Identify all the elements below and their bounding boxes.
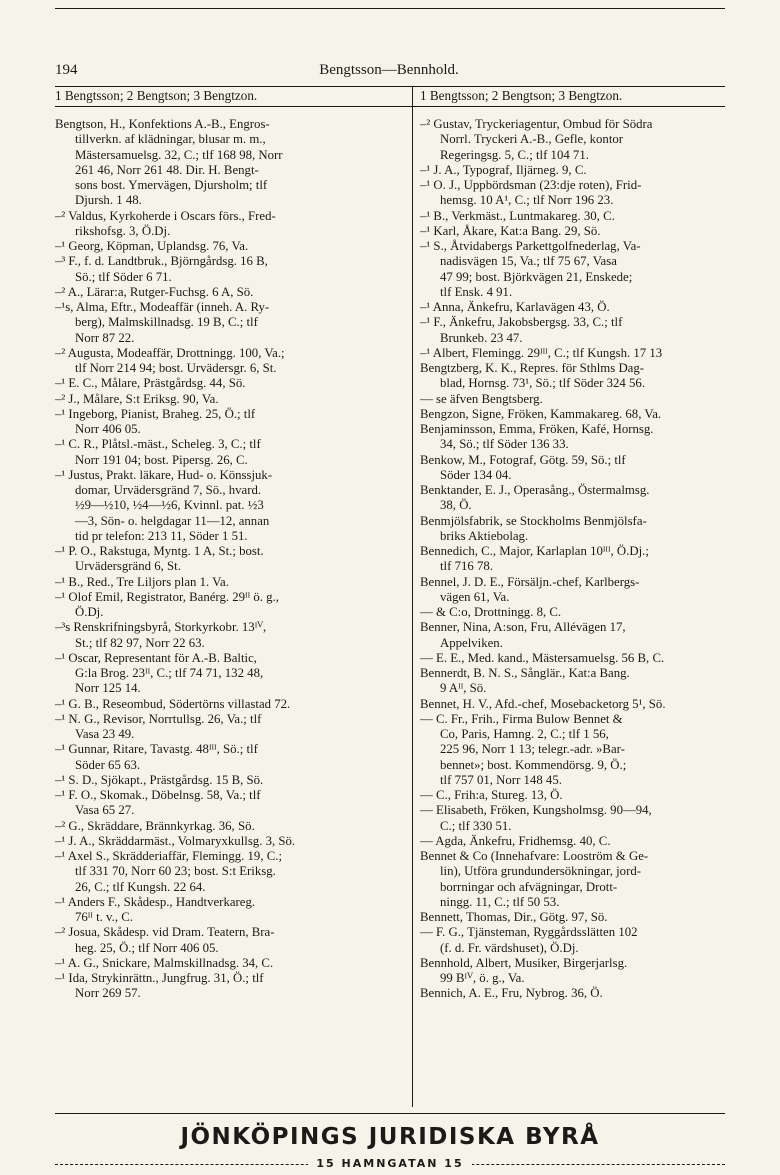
- right-column: [420, 117, 725, 1002]
- directory-line: tlf Norr 214 94; bost. Urvädersgr. 6, St.: [75, 361, 277, 375]
- advert-address: [55, 1157, 725, 1171]
- directory-line: Bennet & Co (Innehafvare: Looström & Ge-: [420, 849, 649, 863]
- directory-line: –¹ Gunnar, Ritare, Tavastg. 48ᴵᴵᴵ, Sö.; tlf: [55, 742, 258, 757]
- directory-line: –¹ Karl, Åkare, Kat:a Bang. 29, Sö.: [420, 223, 601, 238]
- directory-line: 76ᴵᴵ t. v., C.: [75, 910, 133, 924]
- directory-line: –¹ Georg, Köpman, Uplandsg. 76, Va.: [55, 239, 249, 253]
- directory-line: Benmjölsfabrik, se Stockholms Benmjölsfa-: [420, 513, 647, 528]
- directory-line: briks Aktiebolag.: [440, 528, 529, 543]
- directory-line: –² Valdus, Kyrkoherde i Oscars förs., Fred-: [55, 208, 276, 223]
- directory-line: Söder 134 04.: [440, 467, 512, 482]
- directory-line: Appelviken.: [440, 635, 503, 650]
- directory-line: –¹ Albert, Flemingg. 29ᴵᴵᴵ, C.; tlf Kungsh. 17 13: [420, 345, 663, 360]
- directory-line: –¹ S. D., Sjökapt., Prästgårdsg. 15 B, Sö.: [55, 772, 264, 787]
- advert-title: JÖNKÖPINGS JURIDISKA BYRÅ: [180, 1124, 600, 1150]
- directory-line: –¹ F., Änkefru, Jakobsbergsg. 33, C.; tlf: [420, 315, 623, 330]
- directory-line: –³s Renskrifningsbyrå, Storkyrkobr. 13ᴵⱽ,: [55, 620, 267, 635]
- directory-line: –¹ Axel S., Skrädderiaffär, Flemingg. 19, C.;: [55, 849, 283, 863]
- directory-line: tlf 331 70, Norr 60 23; bost. S:t Eriksg.: [75, 864, 276, 879]
- directory-line: –¹ C. R., Plåtsl.-mäst., Scheleg. 3, C.; tlf: [55, 437, 261, 452]
- directory-line: Brunkeb. 23 47.: [440, 330, 523, 345]
- advert-address-text: 15 HAMNGATAN 15: [308, 1157, 471, 1170]
- directory-line: — C. Fr., Frih., Firma Bulow Bennet &: [420, 711, 623, 726]
- directory-line: Bennich, A. E., Fru, Nybrog. 36, Ö.: [420, 986, 603, 1001]
- directory-line: rikshofsg. 3, Ö.Dj.: [75, 223, 171, 238]
- directory-line: 26, C.; tlf Kungsh. 22 64.: [75, 879, 206, 894]
- directory-line: Sö.; tlf Söder 6 71.: [75, 269, 172, 284]
- directory-line: Bengzon, Signe, Fröken, Kammakareg. 68, Va.: [420, 406, 662, 421]
- directory-line: 9 Aᴵᴵ, Sö.: [440, 681, 487, 696]
- directory-line: –¹ J. A., Typograf, Iljärneg. 9, C.: [420, 162, 587, 177]
- directory-line: — E. E., Med. kand., Mästersamuelsg. 56 B, C.: [420, 650, 665, 665]
- directory-line: –² A., Lärar:a, Rutger-Fuchsg. 6 A, Sö.: [55, 284, 254, 299]
- directory-line: Bennerdt, B. N. S., Sånglär., Kat:a Bang.: [420, 666, 630, 680]
- directory-line: tillverkn. af klädningar, blusar m. m.,: [75, 132, 266, 147]
- directory-line: Norr 87 22.: [75, 330, 135, 345]
- directory-line: 47 99; bost. Björkvägen 21, Enskede;: [440, 269, 633, 284]
- page-header: [55, 62, 723, 84]
- directory-line: –¹ Ida, Strykinrättn., Jungfrug. 31, Ö.; tlf: [55, 971, 264, 985]
- directory-line: Benjaminsson, Emma, Fröken, Kafé, Hornsg.: [420, 422, 654, 436]
- directory-line: Norr 269 57.: [75, 986, 141, 1001]
- directory-line: Vasa 23 49.: [75, 727, 135, 741]
- directory-line: hemsg. 10 A¹, C.; tlf Norr 196 23.: [440, 193, 614, 208]
- directory-line: bennet»; bost. Kommendörsg. 9, Ö.;: [440, 757, 627, 772]
- directory-line: Bengtzberg, K. K., Repres. för Sthlms Dag-: [420, 361, 645, 375]
- directory-line: Bennett, Thomas, Dir., Götg. 97, Sö.: [420, 910, 608, 924]
- running-title: Bengtsson—Bennhold.: [319, 62, 459, 78]
- directory-line: 225 96, Norr 1 13; telegr.-adr. »Bar-: [440, 742, 625, 757]
- directory-line: 38, Ö.: [440, 498, 472, 513]
- directory-line: Bennel, J. D. E., Försäljn.-chef, Karlbergs-: [420, 574, 640, 589]
- directory-line: Norr 125 14.: [75, 681, 141, 696]
- directory-line: Söder 65 63.: [75, 757, 141, 772]
- directory-line: –¹ B., Red., Tre Liljors plan 1. Va.: [55, 574, 229, 589]
- directory-line: borrningar och afvägningar, Drott-: [440, 879, 618, 894]
- directory-line: domar, Urvädersgränd 7, Sö., hvard.: [75, 483, 262, 497]
- directory-line: Norr 406 05.: [75, 422, 141, 436]
- directory-line: –¹ Olof Emil, Registrator, Banérg. 29ᴵᴵ ö. g.,: [55, 589, 279, 604]
- directory-line: 34, Sö.; tlf Söder 136 33.: [440, 437, 569, 452]
- directory-line: G:la Brog. 23ᴵᴵ, C.; tlf 74 71, 132 48,: [75, 666, 264, 680]
- directory-line: tlf 716 78.: [440, 559, 493, 574]
- directory-line: –² G., Skräddare, Brännkyrkag. 36, Sö.: [55, 818, 255, 833]
- directory-line: Bennedich, C., Major, Karlaplan 10ᴵᴵᴵ, Ö.Dj.;: [420, 544, 649, 558]
- directory-line: sons bost. Ymervägen, Djursholm; tlf: [75, 178, 268, 192]
- directory-line: Benner, Nina, A:son, Fru, Allévägen 17,: [420, 620, 626, 635]
- directory-line: –² Josua, Skådesp. vid Dram. Teatern, Bra-: [55, 925, 275, 940]
- directory-line: berg), Malmskillnadsg. 19 B, C.; tlf: [75, 315, 258, 330]
- directory-line: –¹ E. C., Målare, Prästgårdsg. 44, Sö.: [55, 376, 246, 391]
- directory-line: Mästersamuelsg. 32, C.; tlf 168 98, Norr: [75, 147, 283, 162]
- header-rule: [55, 86, 725, 87]
- directory-line: –¹ S., Åtvidabergs Parkettgolfnederlag, Va-: [420, 239, 641, 253]
- directory-line: Norr 191 04; bost. Pipersg. 26, C.: [75, 452, 248, 467]
- directory-line: –¹ F. O., Skomak., Döbelnsg. 58, Va.; tlf: [55, 788, 261, 802]
- directory-line: — Elisabeth, Fröken, Kungsholmsg. 90—94,: [420, 803, 652, 818]
- column-divider: [412, 87, 413, 1107]
- directory-line: blad, Hornsg. 73¹, Sö.; tlf Söder 324 56.: [440, 376, 646, 391]
- left-column: [55, 117, 408, 1002]
- directory-line: Co, Paris, Hamng. 2, C.; tlf 1 56,: [440, 727, 609, 741]
- directory-line: vägen 61, Va.: [440, 589, 510, 604]
- directory-line: lin), Utföra grundundersökningar, jord-: [440, 864, 641, 879]
- directory-line: — F. G., Tjänsteman, Ryggårdsslätten 102: [420, 925, 638, 940]
- top-rule: [55, 8, 725, 9]
- directory-line: heg. 25, Ö.; tlf Norr 406 05.: [75, 940, 219, 955]
- directory-line: –¹ G. B., Reseombud, Södertörns villastad 72.: [55, 696, 291, 711]
- directory-line: –¹ J. A., Skräddarmäst., Volmaryxkullsg. 3, Sö.: [55, 833, 296, 848]
- footer-rule: [55, 1113, 725, 1114]
- directory-line: –¹ O. J., Uppbördsman (23:dje roten), Frid-: [420, 178, 642, 192]
- directory-line: tlf Ensk. 4 91.: [440, 284, 513, 299]
- column-header-rule: [55, 106, 725, 107]
- directory-line: –¹ B., Verkmäst., Luntmakareg. 30, C.: [420, 208, 615, 223]
- directory-line: Benkow, M., Fotograf, Götg. 59, Sö.; tlf: [420, 452, 626, 467]
- directory-line: –¹ N. G., Revisor, Norrtullsg. 26, Va.; tlf: [55, 711, 262, 726]
- directory-line: Urvädersgränd 6, St.: [75, 559, 181, 574]
- directory-line: — C., Frih:a, Stureg. 13, Ö.: [420, 788, 563, 802]
- directory-line: ½9—½10, ½4—½6, Kvinnl. pat. ½3: [75, 498, 264, 513]
- directory-line: nadisvägen 15, Va.; tlf 75 67, Vasa: [440, 254, 617, 269]
- directory-line: Norrl. Tryckeri A.-B., Gefle, kontor: [440, 132, 624, 147]
- directory-line: — se äfven Bengtsberg.: [420, 391, 543, 406]
- directory-line: St.; tlf 82 97, Norr 22 63.: [75, 635, 205, 650]
- directory-line: –¹s, Alma, Eftr., Modeaffär (inneh. A. Ry-: [55, 300, 270, 314]
- directory-line: –² Gustav, Tryckeriagentur, Ombud för Södra: [420, 117, 653, 131]
- directory-line: –¹ Anna, Änkefru, Karlavägen 43, Ö.: [420, 300, 610, 314]
- directory-line: 261 46, Norr 261 48. Dir. H. Bengt-: [75, 162, 259, 177]
- directory-line: Vasa 65 27.: [75, 803, 135, 818]
- directory-line: — Agda, Änkefru, Fridhemsg. 40, C.: [420, 833, 611, 848]
- left-column-header: 1 Bengtsson; 2 Bengtson; 3 Bengtzon.: [55, 88, 258, 103]
- directory-line: Djursh. 1 48.: [75, 193, 142, 208]
- directory-line: –¹ Justus, Prakt. läkare, Hud- o. Könssjuk-: [55, 467, 273, 482]
- directory-line: –¹ Ingeborg, Pianist, Braheg. 25, Ö.; tlf: [55, 406, 256, 421]
- directory-line: Ö.Dj.: [75, 605, 104, 619]
- directory-line: — & C:o, Drottningg. 8, C.: [420, 605, 562, 619]
- directory-line: ningg. 11, C.; tlf 50 53.: [440, 894, 560, 909]
- directory-line: Bennhold, Albert, Musiker, Birgerjarlsg.: [420, 955, 628, 970]
- directory-line: –² J., Målare, S:t Eriksg. 90, Va.: [55, 391, 219, 406]
- directory-line: –¹ P. O., Rakstuga, Myntg. 1 A, St.; bost.: [55, 544, 264, 558]
- directory-line: Bennet, H. V., Afd.-chef, Mosebacketorg 5¹, Sö.: [420, 696, 666, 711]
- directory-line: –³ F., f. d. Landtbruk., Björngårdsg. 16 B,: [55, 254, 268, 269]
- directory-line: –¹ Oscar, Representant för A.-B. Baltic,: [55, 650, 257, 665]
- right-column-header: 1 Bengtsson; 2 Bengtson; 3 Bengtzon.: [420, 88, 623, 103]
- directory-line: —3, Sön- o. helgdagar 11—12, annan: [75, 513, 270, 528]
- directory-line: tlf 757 01, Norr 148 45.: [440, 772, 562, 787]
- directory-line: –¹ Anders F., Skådesp., Handtverkareg.: [55, 894, 256, 909]
- directory-line: Regeringsg. 5, C.; tlf 104 71.: [440, 147, 589, 162]
- directory-line: Bengtson, H., Konfektions A.-B., Engros-: [55, 117, 270, 131]
- directory-line: Benktander, E. J., Operasång., Östermalmsg.: [420, 483, 650, 497]
- directory-line: C.; tlf 330 51.: [440, 818, 512, 833]
- directory-line: (f. d. Fr. värdshuset), Ö.Dj.: [440, 940, 579, 955]
- directory-line: 99 Bᴵⱽ, ö. g., Va.: [440, 971, 525, 985]
- directory-line: tid pr telefon: 213 11, Söder 1 51.: [75, 528, 248, 543]
- page-number: 194: [55, 62, 78, 78]
- directory-line: –¹ A. G., Snickare, Malmskillnadsg. 34, C.: [55, 955, 274, 970]
- directory-line: –² Augusta, Modeaffär, Drottningg. 100, Va.;: [55, 345, 285, 360]
